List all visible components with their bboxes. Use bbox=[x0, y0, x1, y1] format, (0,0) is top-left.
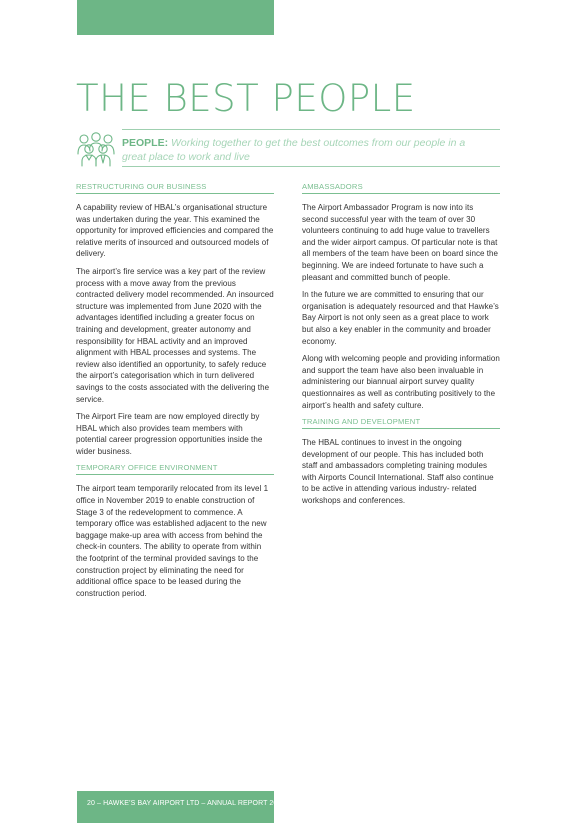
paragraph: The Airport Fire team are now employed directly by HBAL which also provides team members with potential career progression opportunities inside the wider business. bbox=[76, 412, 263, 456]
section-heading-ambassadors: AMBASSADORS bbox=[302, 182, 500, 194]
people-group-icon bbox=[76, 130, 116, 168]
tagline-top-rule bbox=[122, 129, 500, 130]
tagline-text: Working together to get the best outcomes from our people in a great place to work and live bbox=[122, 137, 466, 163]
paragraph: A capability review of HBAL’s organisational structure was undertaken during the year. This examined the opportunity for improved efficiencies and compared the relative merits of insourced and outsourced models of delivery. bbox=[76, 203, 274, 259]
paragraph: The airport’s fire service was a key part of the review process with a move away from the previous contracted delivery model recommended. An insourced structure was implemented from June 2020 with the advantages identified including a greater focus on training and development, greater autonomy and responsibility for HBAL activity and an improved alignment with HBAL processes and systems. The review also identified an opportunity, to safely reduce the airport’s categorisation which in turn delivered savings to the costs associated with the delivering the service. bbox=[76, 266, 274, 404]
section-heading-restructuring: RESTRUCTURING OUR BUSINESS bbox=[76, 182, 274, 194]
footer-text: 20 – HAWKE’S BAY AIRPORT LTD – ANNUAL REPORT 2020 bbox=[87, 800, 286, 807]
section-heading-training: TRAINING AND DEVELOPMENT bbox=[302, 417, 500, 429]
tagline bbox=[122, 136, 482, 164]
paragraph: The Airport Ambassador Program is now into its second successful year with the team of over 30 volunteers continuing to add huge value to travellers and the wider airport campus. Of particular note is that all members of the team have been on board since the beginning. We are indeed fortunate to have such a pleasant and committed bunch of people. bbox=[302, 203, 499, 282]
paragraph: In the future we are committed to ensuring that our organisation is adequately resourced and that Hawke’s Bay Airport is not only seen as a great place to work but also a key enabler in the community and broader economy. bbox=[302, 290, 499, 346]
right-column bbox=[302, 182, 500, 513]
tagline-bottom-rule bbox=[122, 166, 500, 167]
tagline-label: PEOPLE: bbox=[122, 137, 169, 149]
footer-band bbox=[77, 791, 274, 823]
paragraph: The airport team temporarily relocated from its level 1 office in November 2019 to enable construction of Stage 3 of the redevelopment to commence. A temporary office was established adjacent to the new baggage make-up area with access from behind the check-in counters. The ability to operate from within the footprint of the terminal provided savings to the construction project by eliminating the need for additional office space to be leased during the construction period. bbox=[76, 484, 269, 598]
paragraph: The HBAL continues to invest in the ongoing development of our people. This has included both staff and ambassadors completing training modules with Airports Council International. Staff also continue to be active in attending various industry- related workshops and conferences. bbox=[302, 438, 494, 506]
left-column bbox=[76, 182, 274, 605]
top-color-band bbox=[77, 0, 274, 35]
paragraph: Along with welcoming people and providing information and support the team have also been invaluable in administering our biannual airport survey quality questionnaires as well as contributing positively to the airport’s health and safety culture. bbox=[302, 354, 500, 410]
page-title: THE BEST PEOPLE bbox=[76, 77, 416, 120]
section-heading-temporary-office: TEMPORARY OFFICE ENVIRONMENT bbox=[76, 463, 274, 475]
